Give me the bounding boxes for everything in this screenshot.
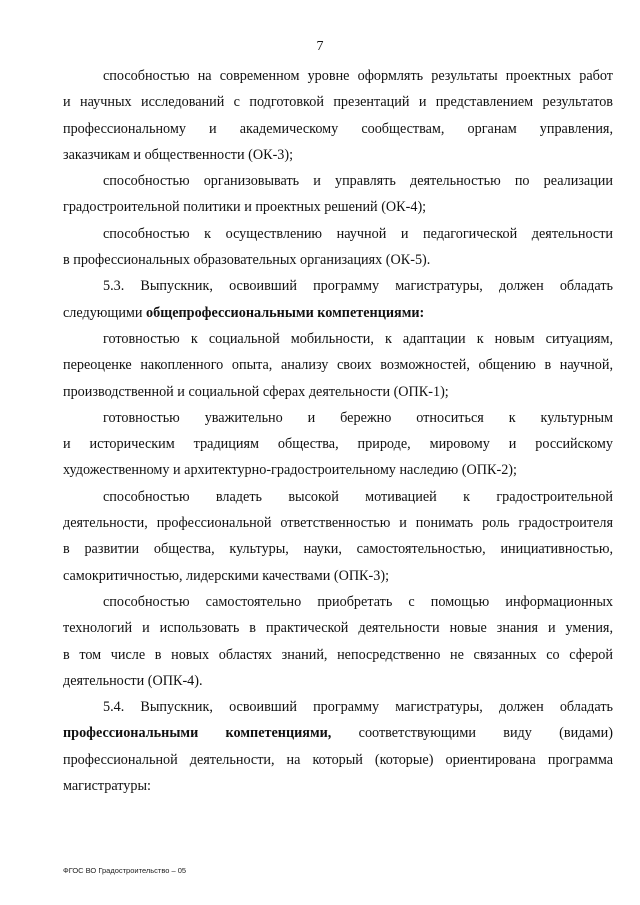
paragraph-5-3 <box>63 273 613 326</box>
text-line: способностью на современном уровне оформлять результаты проектных работ <box>103 68 613 84</box>
text-line: способностью самостоятельно приобретать с помощью информационных <box>103 593 613 610</box>
text-line <box>63 720 613 746</box>
paragraph-opk4 <box>63 589 613 694</box>
text-line: производственной и социальной сферах деятельности (ОПК-1); <box>63 383 449 400</box>
text-line: 5.4. Выпускник, освоивший программу магистратуры, должен обладать <box>103 699 613 716</box>
bold-term: профессиональными компетенциями, <box>63 725 332 742</box>
paragraph-ok4 <box>63 168 613 221</box>
text-line: профессиональной деятельности, на который (которые) ориентирована программа <box>63 751 613 768</box>
text-line: в профессиональных образовательных организациях (ОК-5). <box>63 252 431 269</box>
text-line: готовностью уважительно и бережно относиться к культурным <box>103 409 613 426</box>
bold-term: общепрофессиональными компетенциями: <box>146 304 425 321</box>
text-line <box>63 300 613 326</box>
text-fragment: соответствующими виду (видами) <box>331 725 613 742</box>
text-line: профессиональному и академическому сообществам, органам управления, <box>63 120 613 137</box>
text-line: в том числе в новых областях знаний, непосредственно не связанных со сферой <box>63 646 613 663</box>
page-number: 7 <box>316 39 324 54</box>
text-line: градостроительной политики и проектных решений (ОК-4); <box>63 199 427 216</box>
text-line: переоценке накопленного опыта, анализу своих возможностей, общению в научной, <box>63 357 613 374</box>
paragraph-ok3 <box>63 63 613 168</box>
text-line: и историческим традициям общества, природе, мировому и российскому <box>63 436 613 453</box>
text-line: способностью к осуществлению научной и педагогической деятельности <box>103 225 613 242</box>
paragraph-opk3 <box>63 484 613 589</box>
text-line: способностью владеть высокой мотивацией к градостроительной <box>103 488 613 505</box>
paragraph-5-4 <box>63 694 613 799</box>
text-line: деятельности, профессиональной ответственностью и понимать роль градостроителя <box>63 515 613 532</box>
paragraph-opk2 <box>63 405 613 484</box>
text-line: художественному и архитектурно-градостроительному наследию (ОПК-2); <box>63 462 517 479</box>
text-line: и научных исследований с подготовкой презентаций и представлением результатов <box>63 94 613 111</box>
document-body <box>63 63 613 799</box>
text-line: технологий и использовать в практической деятельности новые знания и умения, <box>63 620 613 637</box>
text-line: деятельности (ОПК-4). <box>63 672 203 689</box>
text-line: в развитии общества, культуры, науки, самостоятельностью, инициативностью, <box>63 541 613 558</box>
text-line: магистратуры: <box>63 778 151 795</box>
footer-document-code: ФГОС ВО Градостроительство – 05 <box>63 866 187 875</box>
text-line: самокритичностью, лидерскими качествами (ОПК-3); <box>63 567 390 584</box>
text-line: готовностью к социальной мобильности, к адаптации к новым ситуациям, <box>103 330 613 347</box>
text-line: заказчикам и общественности (ОК-3); <box>63 146 294 163</box>
text-fragment: следующими <box>63 304 147 321</box>
paragraph-opk1 <box>63 326 613 405</box>
text-line: 5.3. Выпускник, освоивший программу магистратуры, должен обладать <box>103 278 613 295</box>
paragraph-ok5 <box>63 221 613 274</box>
text-line: способностью организовывать и управлять деятельностью по реализации <box>103 173 613 190</box>
